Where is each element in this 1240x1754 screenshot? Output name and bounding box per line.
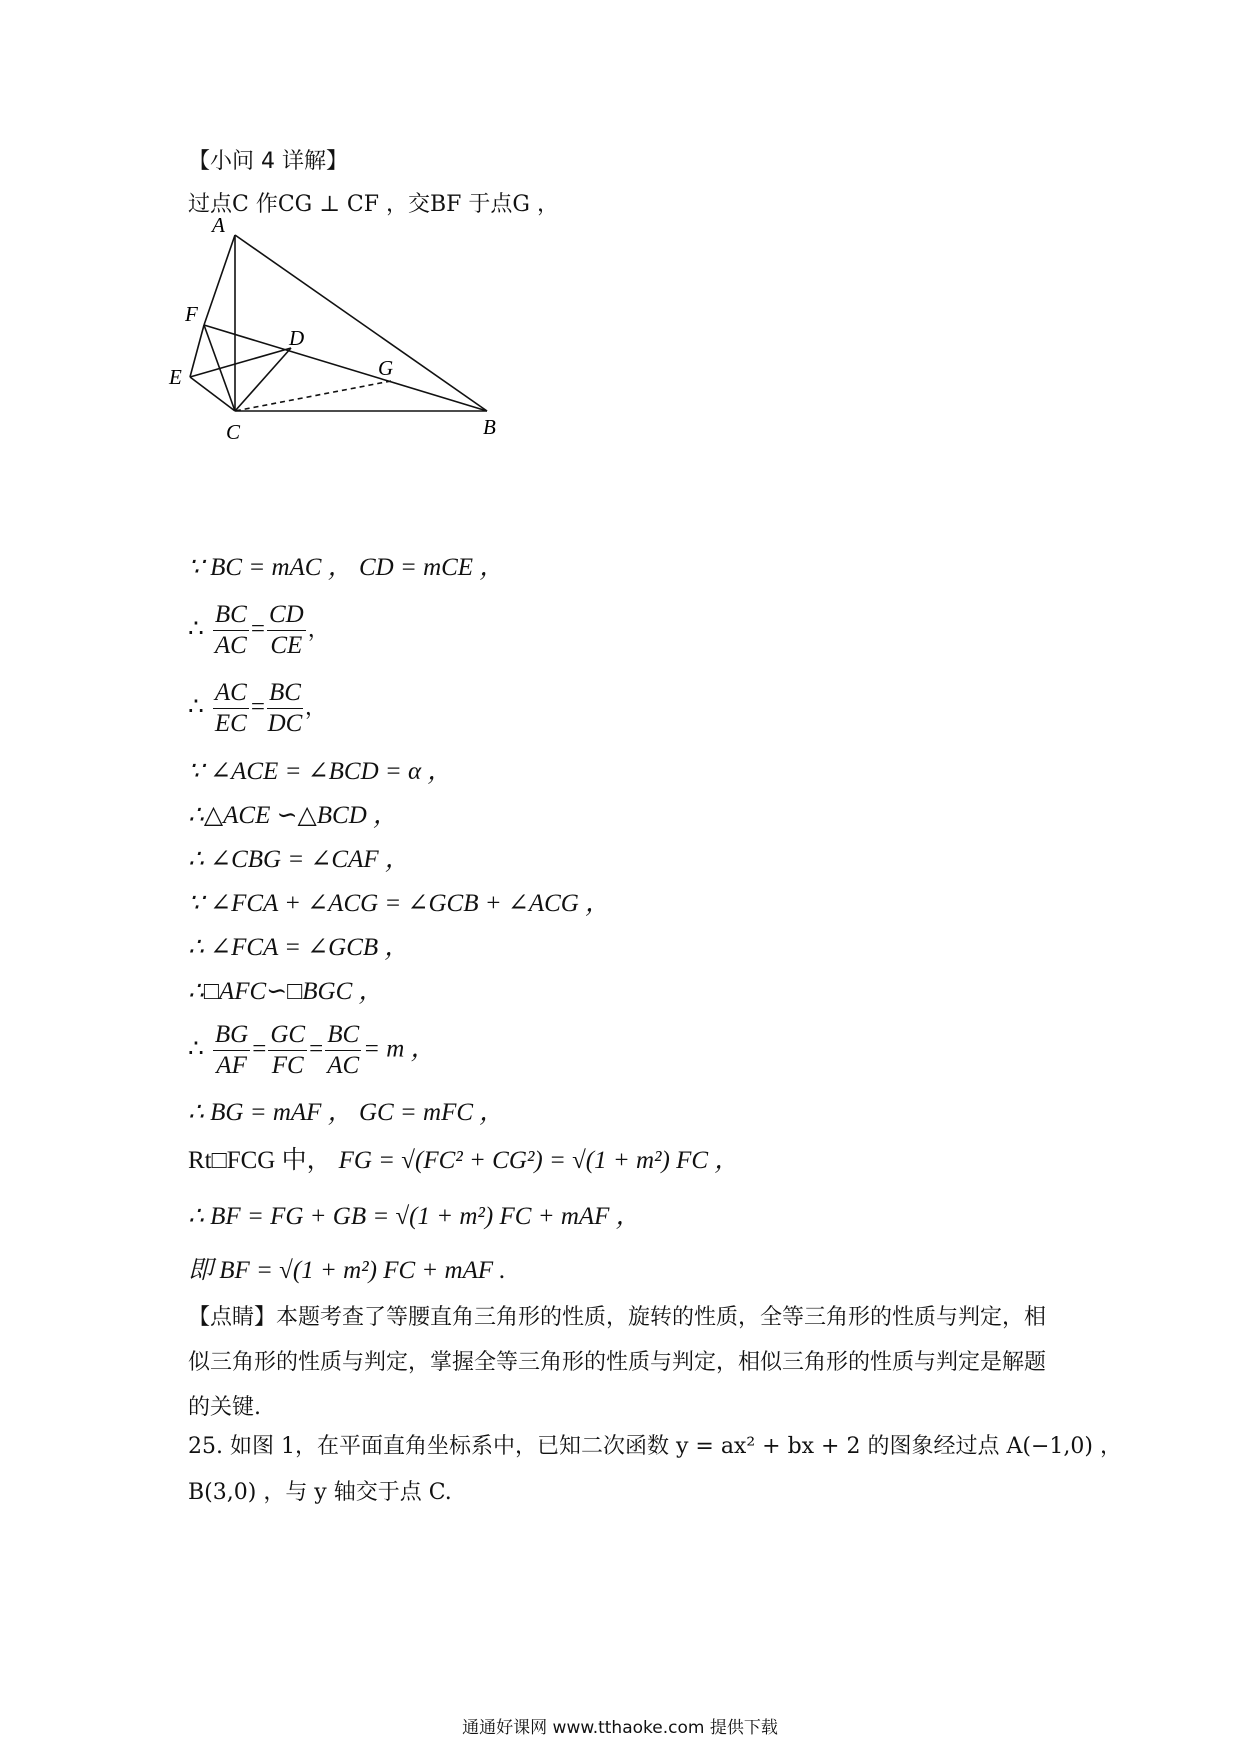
step-6: ∴ ∠CBG = ∠CAF ， (188, 846, 410, 873)
step-14: 即 BF = √(1 + m²) FC + mAF . (188, 1257, 506, 1284)
segment-AF (204, 235, 235, 325)
label-G: G (378, 356, 394, 380)
step-11: ∴ BG = mAF ， GC = mFC ， (188, 1099, 505, 1126)
segment-FE (190, 325, 204, 377)
step-8: ∴ ∠FCA = ∠GCB ， (188, 934, 410, 961)
label-A: A (212, 213, 225, 237)
step-13: ∴ BF = FG + GB = √(1 + m²) FC + mAF ， (188, 1203, 641, 1230)
intro-text: 过点C 作CG ⊥ CF ，交BF 于点G ， (188, 192, 559, 217)
step-4: ∵ ∠ACE = ∠BCD = α ， (188, 758, 453, 785)
label-C: C (226, 420, 241, 444)
question-25-line1: 25. 如图 1，在平面直角坐标系中，已知二次函数 y = ax² + bx + 2 的图象经过点 A(−1,0) ， (188, 1434, 1122, 1459)
step-9: ∴□AFC∽□BGC ， (188, 978, 384, 1005)
section-header: 【小问 4 详解】 (188, 149, 348, 174)
step-7: ∵ ∠FCA + ∠ACG = ∠GCB + ∠ACG ， (188, 890, 611, 917)
label-E: E (169, 365, 182, 389)
geometry-figure (169, 213, 545, 465)
step-2: ∴ $\frac{BC}{AC}$ = $\frac{CD}{CE}$ ， (188, 601, 330, 659)
segment-AB (235, 235, 487, 411)
step-5: ∴△ACE ∽△BCD ， (188, 802, 399, 829)
segment-ED (190, 348, 291, 377)
step-3: ∴ $\frac{AC}{EC}$ = $\frac{BC}{DC}$ ， (188, 679, 327, 737)
comment-paragraph: 【点睛】本题考查了等腰直角三角形的性质，旋转的性质，全等三角形的性质与判定，相似三角形的性质与判定，掌握全等三角形的性质与判定，相似三角形的性质与判定是解题的关键. (188, 1305, 1047, 1420)
step-12: Rt□FCG 中， FG = √(FC² + CG²) = √(1 + m²) FC ， (188, 1147, 740, 1174)
label-F: F (185, 302, 198, 326)
label-D: D (289, 326, 305, 350)
footer-text: 通通好课网 www.tthaoke.com 提供下载 (462, 1718, 778, 1738)
step-10: ∴ $\frac{BG}{AF}$ = $\frac{GC}{FC}$ = $\frac{BC}{AC}$ = m ， (188, 1021, 436, 1079)
question-25-line2: B(3,0) ，与 y 轴交于点 C. (188, 1480, 452, 1505)
label-B: B (483, 415, 496, 439)
step-1: ∵ BC = mAC ， CD = mCE ， (188, 554, 505, 581)
